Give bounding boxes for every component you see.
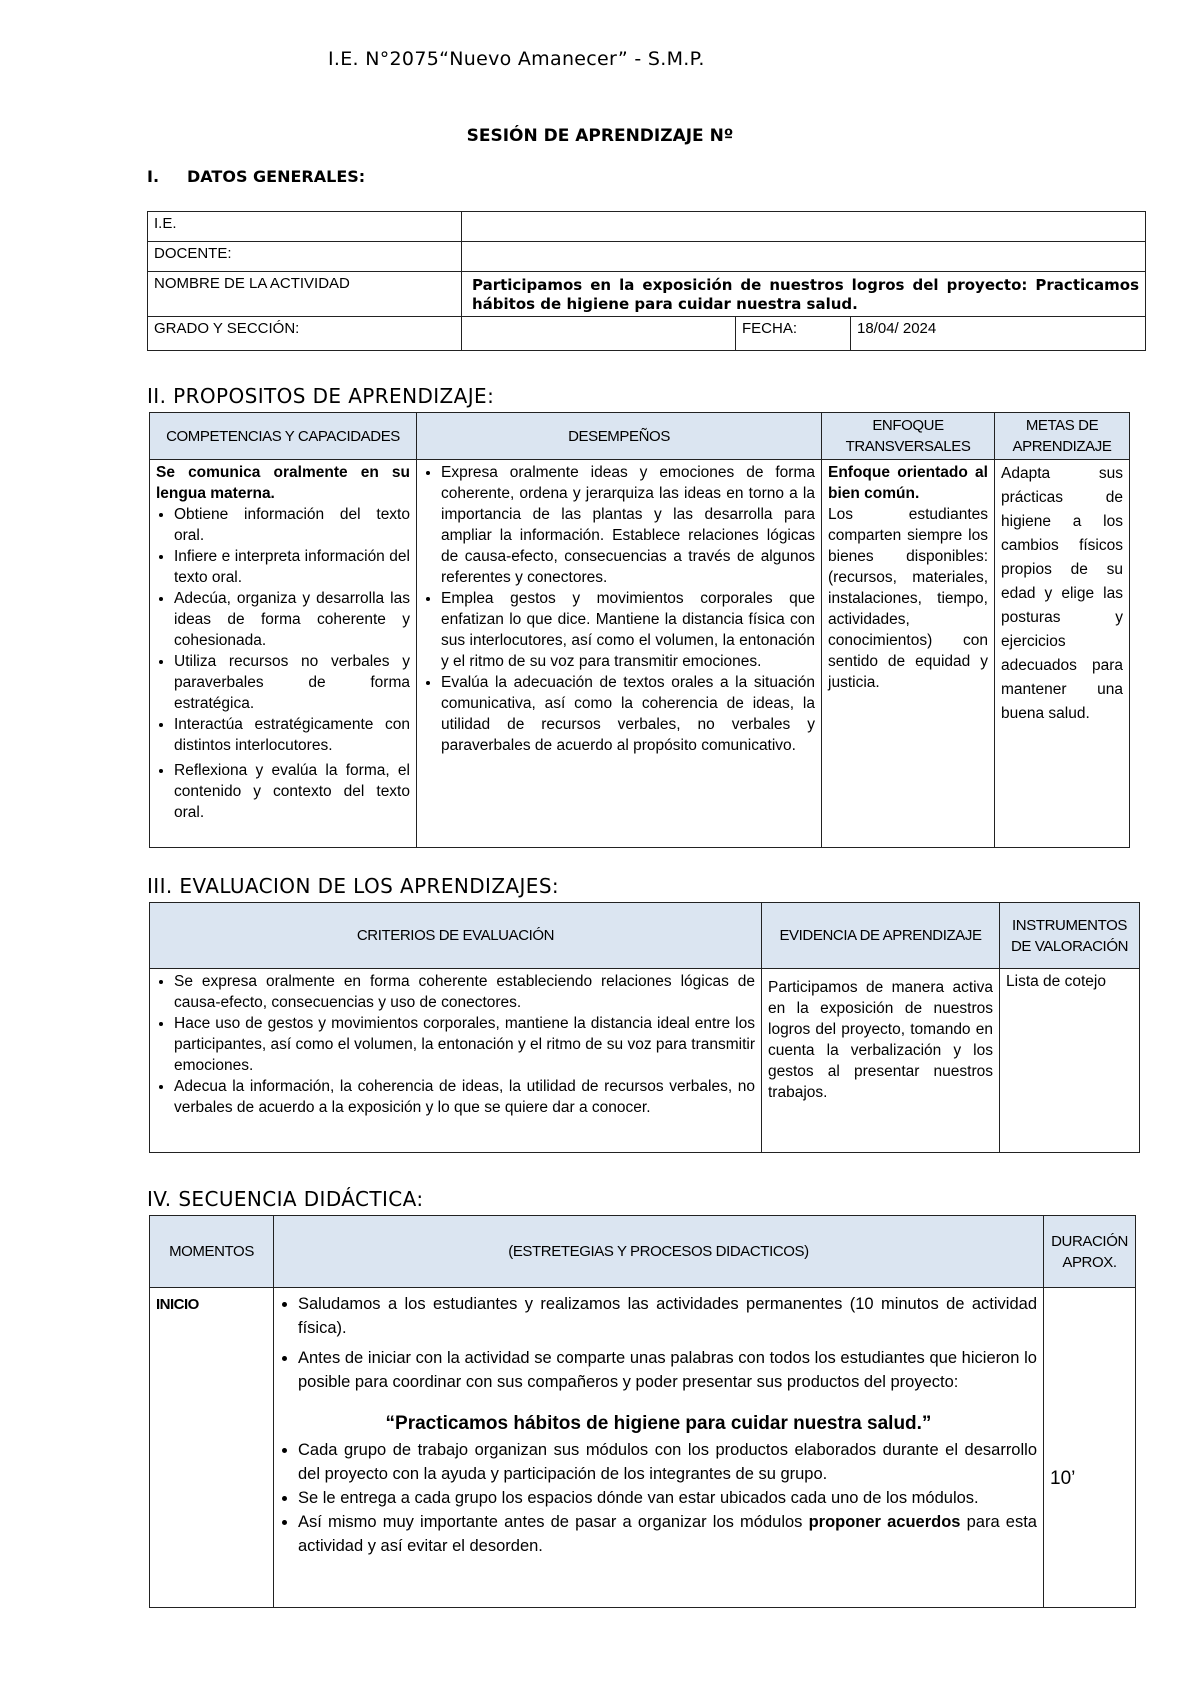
acuerdos-text-bold: proponer acuerdos xyxy=(808,1513,961,1531)
estrategias-list-a xyxy=(280,1292,1037,1394)
list-item: • Se le entrega a cada grupo los espacios dónde van estar ubicados cada uno de los módulos. xyxy=(298,1486,1037,1510)
col-duracion: DURACIÓN APROX. xyxy=(1044,1216,1136,1288)
propositos-table xyxy=(149,412,1130,848)
fecha-label: FECHA: xyxy=(736,317,851,351)
list-item: • Infiere e interpreta información del texto oral. xyxy=(174,546,410,588)
list-item: • Se expresa oralmente en forma coherente estableciendo relaciones lógicas de causa-efecto, consecuencias y uso de conectores. xyxy=(174,971,755,1013)
list-item: • Adecua la información, la coherencia de ideas, la utilidad de recursos verbales, no verbales de acuerdo a la exposición y lo que se quiere dar a conocer. xyxy=(174,1076,755,1118)
col-evidencia: EVIDENCIA DE APRENDIZAJE xyxy=(762,903,1000,969)
capacidades-list xyxy=(156,504,410,823)
acuerdos-text-pre: Así mismo muy importante antes de pasar a organizar los módulos xyxy=(298,1513,809,1531)
instrumento-cell: Lista de cotejo xyxy=(1000,969,1140,1153)
list-item: • Interactúa estratégicamente con distintos interlocutores. xyxy=(174,714,410,756)
grado-value xyxy=(462,317,736,351)
list-item: • Antes de iniciar con la actividad se comparte unas palabras con todos los estudiantes que hicieron lo posible para coordinar con sus compañeros y poder presentar sus productos del proyecto: xyxy=(298,1346,1037,1394)
section-datos-heading xyxy=(147,167,365,186)
enfoque-text: Los estudiantes comparten siempre los bienes disponibles: (recursos, materiales, instalaciones, tiempo, actividades, conocimientos) con sentido de equidad y justicia. xyxy=(828,506,988,691)
list-item: • Adecúa, organiza y desarrolla las ideas de forma coherente y cohesionada. xyxy=(174,588,410,651)
col-enfoque: ENFOQUE TRANSVERSALES xyxy=(822,413,995,460)
docente-value xyxy=(462,242,1146,272)
ie-value xyxy=(462,212,1146,242)
list-item: • Utiliza recursos no verbales y paraverbales de forma estratégica. xyxy=(174,651,410,714)
enfoque-cell xyxy=(822,460,995,848)
section-propositos-heading: II. PROPOSITOS DE APRENDIZAJE: xyxy=(147,384,495,408)
fecha-value: 18/04/ 2024 xyxy=(851,317,1146,351)
col-metas: METAS DE APRENDIZAJE xyxy=(995,413,1130,460)
list-item: • Cada grupo de trabajo organizan sus módulos con los productos elaborados durante el desarrollo del proyecto con la ayuda y participación de los integrantes de su grupo. xyxy=(298,1438,1037,1486)
datos-table xyxy=(147,211,1146,351)
grado-label: GRADO Y SECCIÓN: xyxy=(148,317,462,351)
duracion-value: 10’ xyxy=(1044,1288,1136,1608)
col-competencias: COMPETENCIAS Y CAPACIDADES xyxy=(150,413,417,460)
list-item xyxy=(298,1510,1037,1558)
list-item: • Obtiene información del texto oral. xyxy=(174,504,410,546)
col-desempenos: DESEMPEÑOS xyxy=(417,413,822,460)
list-item: • Evalúa la adecuación de textos orales a la situación comunicativa, así como la coherencia de ideas, la utilidad de recursos verbales, no verbales y paraverbales de acuerdo al propósito comunicativo. xyxy=(441,672,815,756)
momento-inicio: INICIO xyxy=(150,1288,274,1608)
col-estrategias: (ESTRETEGIAS Y PROCESOS DIDACTICOS) xyxy=(274,1216,1044,1288)
metas-cell: Adapta sus prácticas de higiene a los cambios físicos propios de su edad y elige las posturas y ejercicios adecuados para mantener una buena salud. xyxy=(995,460,1130,848)
section-secuencia-heading: IV. SECUENCIA DIDÁCTICA: xyxy=(147,1187,424,1211)
list-item: • Saludamos a los estudiantes y realizamos las actividades permanentes (10 minutos de actividad física). xyxy=(298,1292,1037,1340)
section-number: I. xyxy=(147,167,160,186)
section-datos-title: DATOS GENERALES: xyxy=(187,167,366,186)
ie-label: I.E. xyxy=(148,212,462,242)
list-item: • Hace uso de gestos y movimientos corporales, mantiene la distancia ideal entre los participantes, así como el volumen, la entonación y el ritmo de su voz para transmitir emociones. xyxy=(174,1013,755,1076)
criterios-cell xyxy=(150,969,762,1153)
desempenos-cell xyxy=(417,460,822,848)
secuencia-table xyxy=(149,1215,1136,1608)
col-momentos: MOMENTOS xyxy=(150,1216,274,1288)
list-item: • Reflexiona y evalúa la forma, el contenido y contexto del texto oral. xyxy=(174,760,410,823)
estrategias-list-b xyxy=(280,1438,1037,1558)
project-quote: “Practicamos hábitos de higiene para cuidar nuestra salud.” xyxy=(385,1413,932,1434)
list-item: • Expresa oralmente ideas y emociones de forma coherente, ordena y jerarquiza las ideas en torno a la importancia de las plantas y las desarrolla para ampliar la información. Establece relaciones lógicas de causa-efecto, consecuencias a través de algunos referentes y conectores. xyxy=(441,462,815,588)
desempenos-list xyxy=(423,462,815,756)
school-header: I.E. N°2075“Nuevo Amanecer” - S.M.P. xyxy=(328,48,705,70)
list-item: • Emplea gestos y movimientos corporales que enfatizan lo que dice. Mantiene la distancia física con sus interlocutores, así como el volumen, la entonación y el ritmo de su voz para transmitir emociones. xyxy=(441,588,815,672)
col-instrumentos: INSTRUMENTOS DE VALORACIÓN xyxy=(1000,903,1140,969)
actividad-label: NOMBRE DE LA ACTIVIDAD xyxy=(148,272,462,317)
estrategias-cell xyxy=(274,1288,1044,1608)
col-criterios: CRITERIOS DE EVALUACIÓN xyxy=(150,903,762,969)
criterios-list xyxy=(156,971,755,1118)
actividad-value: Participamos en la exposición de nuestros logros del proyecto: Practicamos hábitos de higiene para cuidar nuestra salud. xyxy=(462,272,1146,317)
docente-label: DOCENTE: xyxy=(148,242,462,272)
enfoque-title: Enfoque orientado al bien común. xyxy=(828,464,988,502)
acuerdos-text-post: para esta actividad y así evitar el desorden. xyxy=(298,1513,1037,1555)
competencia-title: Se comunica oralmente en su lengua materna. xyxy=(156,464,410,502)
evidencia-cell: Participamos de manera activa en la exposición de nuestros logros del proyecto, tomando en cuenta la verbalización y los gestos al presentar nuestros trabajos. xyxy=(762,969,1000,1153)
section-evaluacion-heading: III. EVALUACION DE LOS APRENDIZAJES: xyxy=(147,874,560,898)
competencias-cell xyxy=(150,460,417,848)
session-title: SESIÓN DE APRENDIZAJE Nº xyxy=(466,126,734,146)
evaluacion-table xyxy=(149,902,1140,1153)
